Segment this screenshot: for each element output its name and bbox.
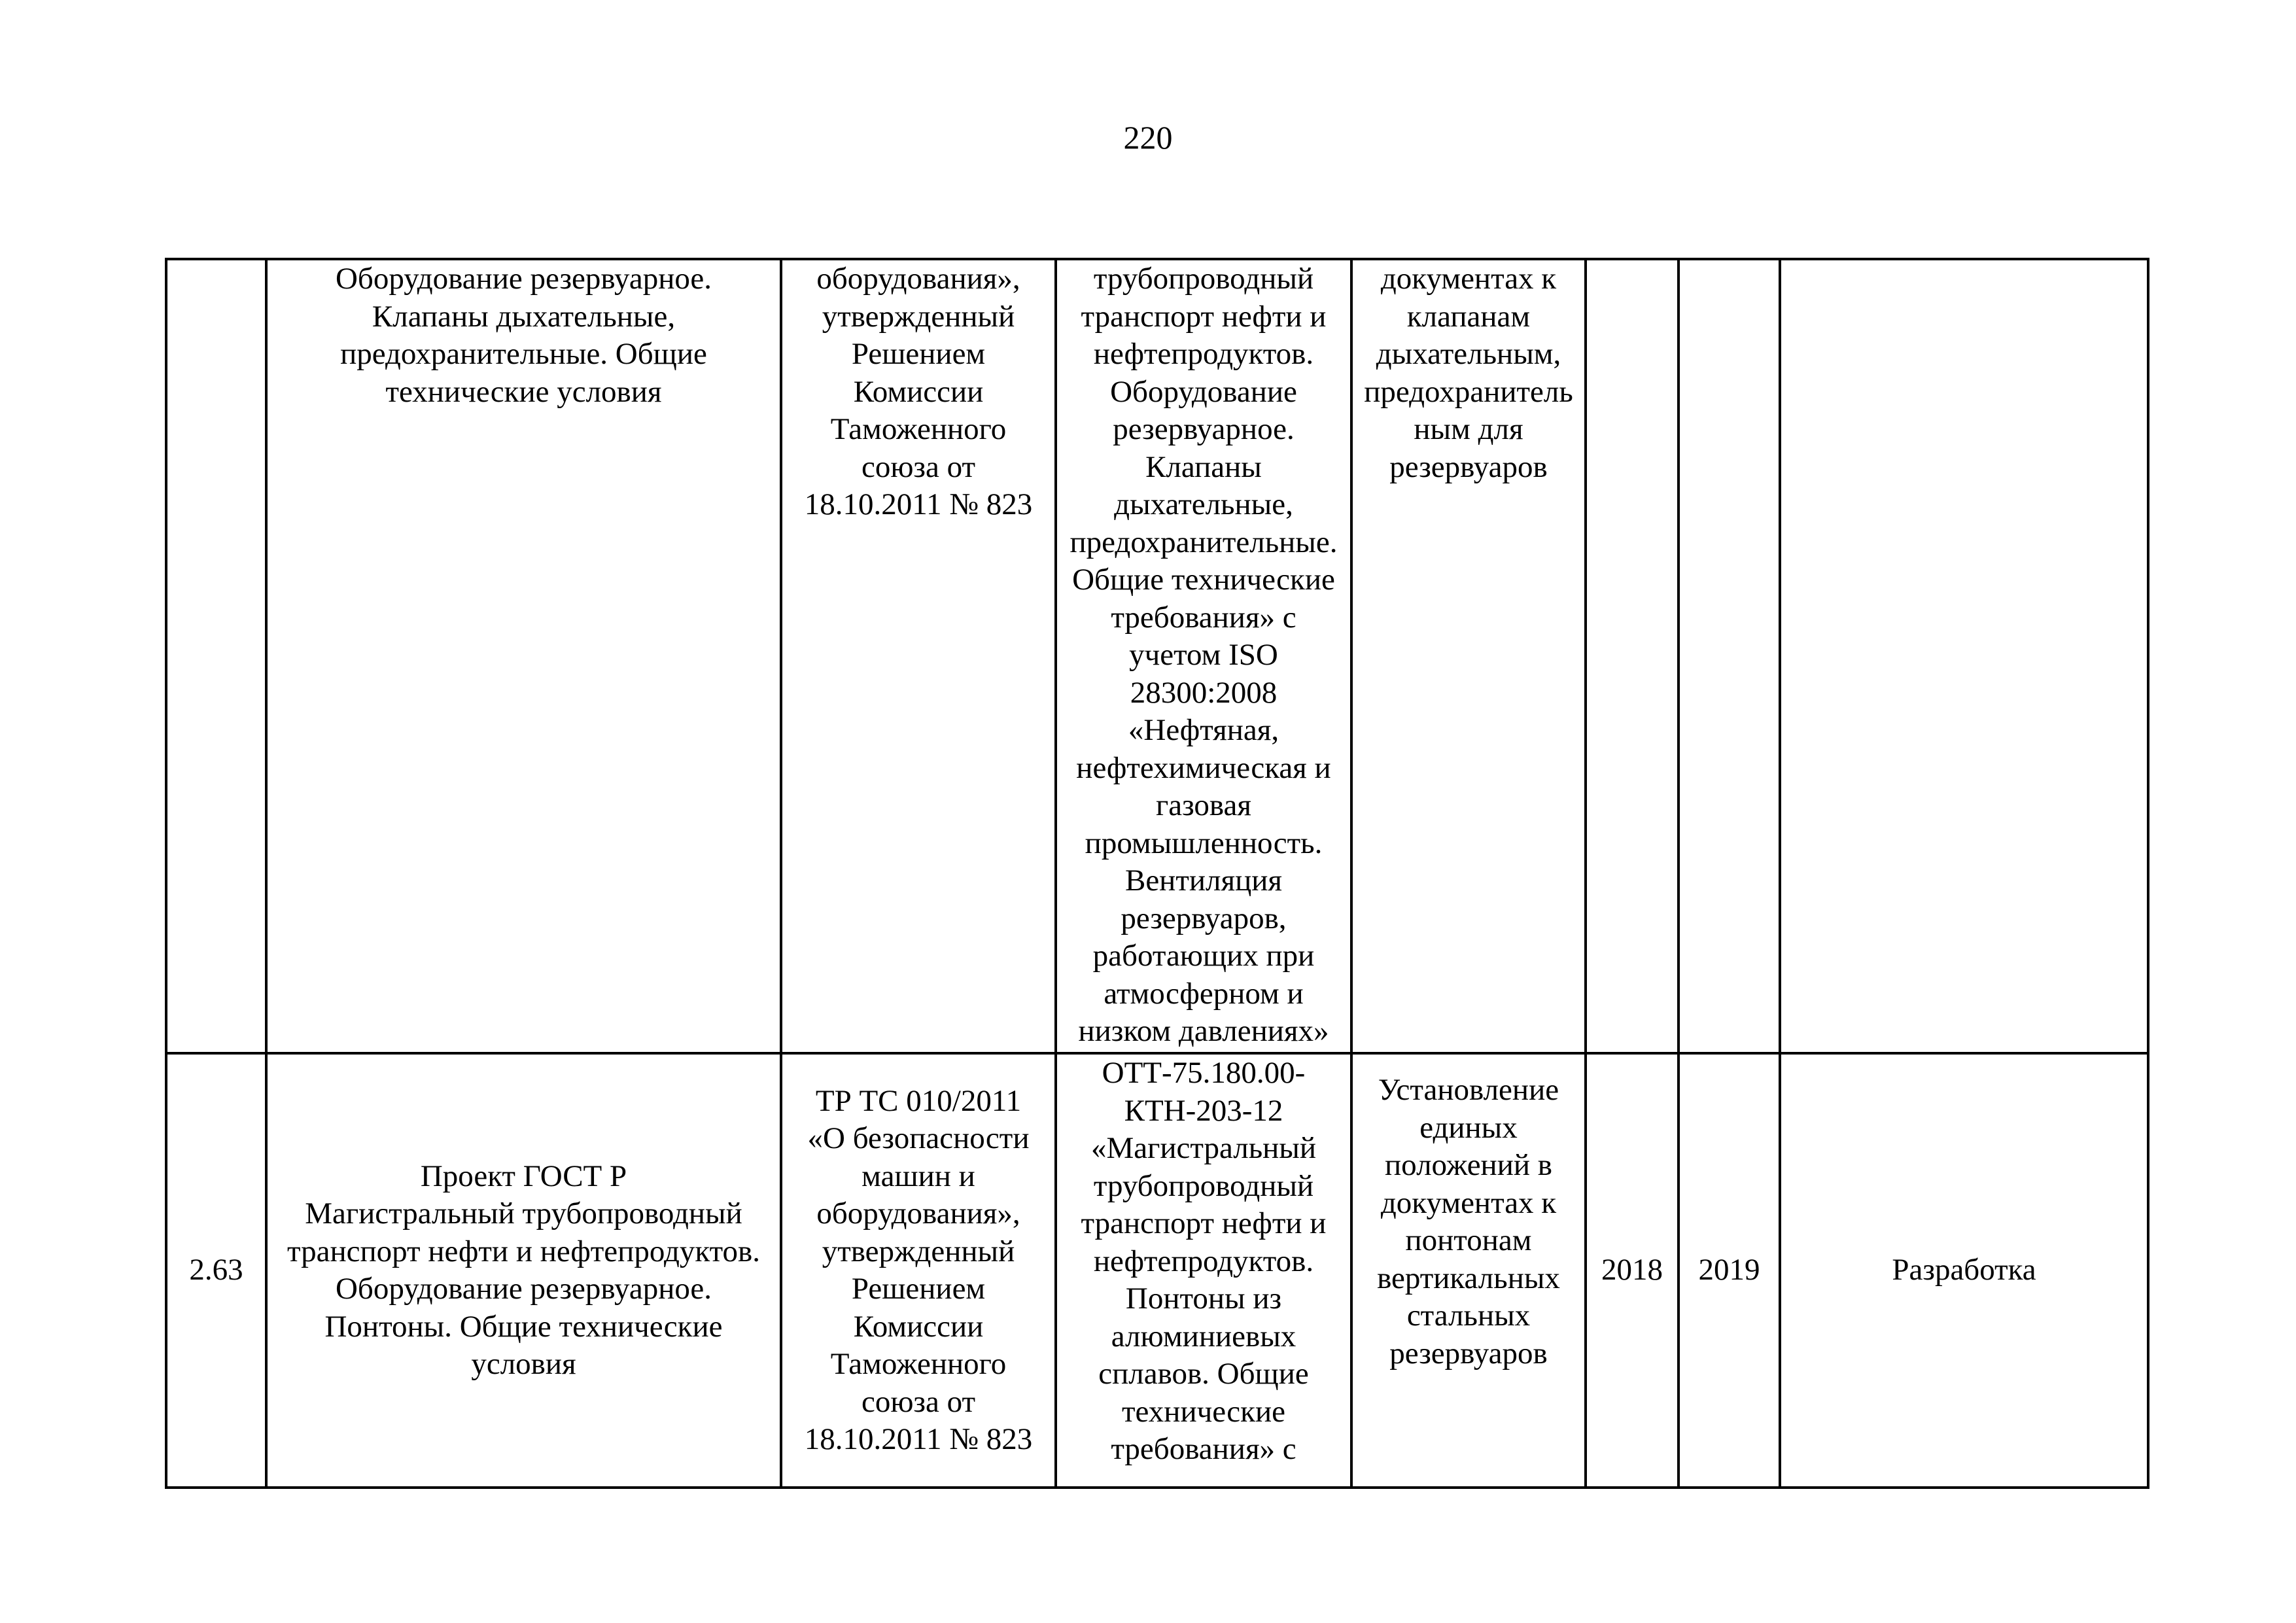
table-row	[166, 1053, 2148, 1488]
regulation-cell: ТР ТС 010/2011 «О безопасности машин и оборудования», утвержденный Решением Комиссии Таможенного союза от 18.10.2011 № 823	[781, 1053, 1056, 1488]
standards-table	[165, 258, 2149, 1489]
row-number-cell	[166, 259, 266, 1053]
basis-document-cell: трубопроводный транспорт нефти и нефтепродуктов. Оборудование резервуарное. Клапаны дыхательные, предохранительные. Общие технические требования» с учетом ISO 28300:2008 «Нефтяная, нефтехимическая и газовая промышленность. Вентиляция резервуаров, работающих при атмосферном и низком давлениях»	[1056, 259, 1351, 1053]
end-year-cell	[1679, 259, 1780, 1053]
document-title-cell: Проект ГОСТ Р Магистральный трубопроводный транспорт нефти и нефтепродуктов. Оборудование резервуарное. Понтоны. Общие технические условия	[266, 1053, 781, 1488]
purpose-cell: Установление единых положений в документах к понтонам вертикальных стальных резервуаров	[1351, 1053, 1586, 1488]
status-cell	[1780, 259, 2148, 1053]
regulation-cell: оборудования», утвержденный Решением Комиссии Таможенного союза от 18.10.2011 № 823	[781, 259, 1056, 1053]
row-number-cell: 2.63	[166, 1053, 266, 1488]
basis-document-cell: ОТТ-75.180.00- КТН-203-12 «Магистральный трубопроводный транспорт нефти и нефтепродуктов. Понтоны из алюминиевых сплавов. Общие технические требования» с	[1056, 1053, 1351, 1488]
status-cell: Разработка	[1780, 1053, 2148, 1488]
document-title-cell: Оборудование резервуарное. Клапаны дыхательные, предохранительные. Общие технические условия	[266, 259, 781, 1053]
purpose-cell: документах к клапанам дыхательным, предохранитель ным для резервуаров	[1351, 259, 1586, 1053]
start-year-cell: 2018	[1586, 1053, 1679, 1488]
page-number: 220	[1123, 119, 1173, 156]
table-row	[166, 259, 2148, 1053]
end-year-cell: 2019	[1679, 1053, 1780, 1488]
start-year-cell	[1586, 259, 1679, 1053]
